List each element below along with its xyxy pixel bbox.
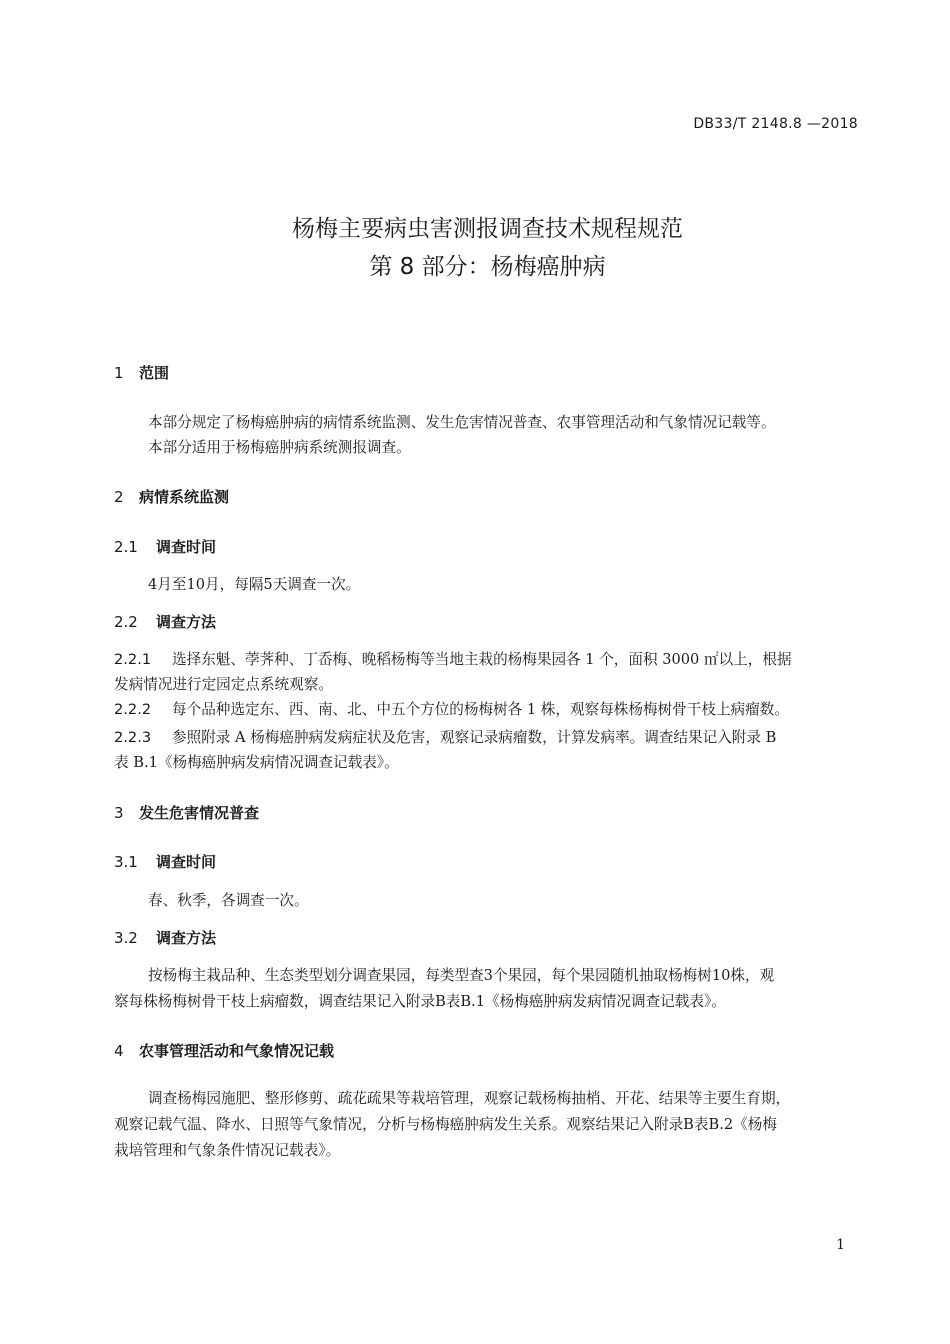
- paragraph: 4月至10月，每隔5天调查一次。: [148, 576, 361, 593]
- paragraph-continued: 察每株杨梅树骨干枝上病瘤数，调查结果记入附录B表B.1《杨梅癌肿病发病情况调查记载表》。: [114, 993, 726, 1010]
- paragraph: 春、秋季，各调查一次。: [148, 892, 309, 909]
- subsection-number: 2.1: [114, 538, 138, 556]
- clause-2-2-2: [114, 698, 789, 719]
- section-4-heading: [114, 1040, 334, 1061]
- paragraph: 调查杨梅园施肥、整形修剪、疏花疏果等栽培管理，观察记载杨梅抽梢、开花、结果等主要生育期，: [148, 1090, 791, 1107]
- document-subtitle: 第 8 部分：杨梅癌肿病: [369, 254, 606, 280]
- paragraph-continued: 栽培管理和气象条件情况记载表》。: [114, 1142, 341, 1159]
- section-2-heading: [114, 486, 229, 507]
- subsection-2-2-heading: [114, 611, 216, 632]
- section-title: 农事管理活动和气象情况记载: [139, 1042, 335, 1060]
- subsection-2-1-heading: [114, 536, 216, 557]
- clause-2-2-1: [114, 648, 792, 669]
- subsection-title: 调查时间: [156, 538, 217, 556]
- section-number: 1: [114, 364, 124, 382]
- subsection-number: 3.2: [114, 929, 138, 947]
- document-title: 杨梅主要病虫害测报调查技术规程规范: [292, 216, 683, 242]
- paragraph: 本部分规定了杨梅癌肿病的病情系统监测、发生危害情况普查、农事管理活动和气象情况记载等。: [148, 414, 776, 431]
- clause-text: 参照附录 A 杨梅癌肿病发病症状及危害，观察记录病瘤数，计算发病率。调查结果记入附录 B: [172, 729, 777, 746]
- section-number: 4: [114, 1042, 124, 1060]
- subsection-3-2-heading: [114, 927, 216, 948]
- paragraph: 本部分适用于杨梅癌肿病系统测报调查。: [148, 439, 411, 456]
- clause-2-2-3: [114, 726, 776, 747]
- section-1-heading: [114, 362, 169, 383]
- paragraph: 按杨梅主栽品种、生态类型划分调查果园，每类型查3个果园，每个果园随机抽取杨梅树10株，观: [148, 967, 775, 984]
- subsection-title: 调查时间: [156, 853, 217, 871]
- clause-text: 选择东魁、荸荠种、丁岙梅、晚稻杨梅等当地主栽的杨梅果园各 1 个，面积 3000 ㎡以上，根据: [172, 651, 792, 668]
- section-title: 病情系统监测: [139, 488, 230, 506]
- subsection-title: 调查方法: [156, 613, 217, 631]
- clause-number: 2.2.2: [114, 701, 152, 718]
- clause-text: 每个品种选定东、西、南、北、中五个方位的杨梅树各 1 株，观察每株杨梅树骨干枝上病瘤数。: [172, 701, 789, 718]
- page-number: 1: [836, 1237, 845, 1253]
- section-3-heading: [114, 802, 259, 823]
- clause-text-continued: 表 B.1《杨梅癌肿病发病情况调查记载表》。: [114, 754, 399, 771]
- subsection-number: 2.2: [114, 613, 138, 631]
- paragraph-continued: 观察记载气温、降水、日照等气象情况，分析与杨梅癌肿病发生关系。观察结果记入附录B表B.2《杨梅: [114, 1116, 777, 1133]
- subsection-3-1-heading: [114, 851, 216, 872]
- section-number: 3: [114, 804, 124, 822]
- section-title: 范围: [139, 364, 170, 382]
- subsection-number: 3.1: [114, 853, 138, 871]
- clause-text-continued: 发病情况进行定园定点系统观察。: [114, 676, 333, 693]
- section-title: 发生危害情况普查: [139, 804, 260, 822]
- subsection-title: 调查方法: [156, 929, 217, 947]
- clause-number: 2.2.3: [114, 729, 152, 746]
- document-id: DB33/T 2148.8 —2018: [693, 116, 858, 132]
- clause-number: 2.2.1: [114, 651, 152, 668]
- section-number: 2: [114, 488, 124, 506]
